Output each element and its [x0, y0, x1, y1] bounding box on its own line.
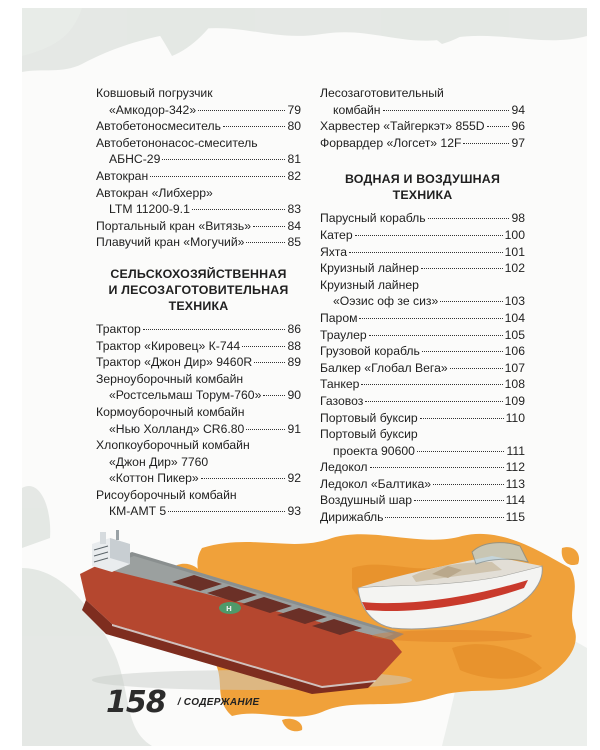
dot-leader	[414, 500, 503, 501]
dot-leader	[253, 226, 285, 227]
toc-page-number: 89	[287, 355, 301, 370]
toc-entry-title: Трактор	[96, 321, 141, 336]
dot-leader	[223, 126, 285, 127]
toc-page-number: 82	[287, 168, 301, 183]
toc-entry-title: Зерноуборочный комбайн	[96, 371, 244, 386]
toc-page-number: 114	[505, 493, 525, 508]
dot-leader	[150, 176, 285, 177]
toc-page-number: 94	[511, 102, 525, 117]
toc-right-column	[320, 85, 525, 526]
dot-leader	[162, 159, 285, 160]
toc-entry-title: Лесозаготовительный	[320, 86, 444, 100]
dot-leader	[201, 478, 286, 479]
toc-entry[interactable]	[96, 118, 301, 135]
section-heading-line: ТЕХНИКА	[392, 188, 453, 203]
toc-page-number: 85	[287, 235, 301, 250]
section-heading-line: ВОДНАЯ И ВОЗДУШНАЯ	[344, 172, 501, 187]
toc-entry[interactable]	[320, 343, 525, 360]
toc-entry[interactable]	[320, 210, 525, 227]
dot-leader	[246, 429, 285, 430]
toc-entry[interactable]	[320, 310, 525, 327]
section-label: / СОДЕРЖАНИЕ	[177, 696, 260, 708]
dot-leader	[421, 268, 503, 269]
toc-page-number: 93	[287, 504, 301, 519]
toc-entry-title: Автокран «Либхерр»	[96, 185, 213, 200]
svg-text:H: H	[226, 605, 232, 613]
toc-entry[interactable]	[96, 218, 301, 235]
toc-entry-title: «Оэзис оф зе сиз»	[333, 294, 439, 309]
toc-entry-title: «Ростсельмаш Торум-760»	[109, 388, 262, 403]
dot-leader	[385, 517, 503, 518]
section-heading-line: СЕЛЬСКОХОЗЯЙСТВЕННАЯ	[110, 266, 287, 281]
toc-entry-title: Танкер	[320, 377, 360, 392]
toc-entry-title: Автокран	[96, 168, 149, 183]
toc-entry[interactable]	[96, 437, 301, 487]
toc-entry[interactable]	[96, 234, 301, 251]
toc-entry-title: Хлопкоуборочный комбайн	[96, 438, 250, 453]
dot-leader	[365, 401, 502, 402]
toc-entry[interactable]	[96, 135, 301, 168]
toc-entry[interactable]	[320, 244, 525, 261]
toc-entry-title: АБНС-29	[109, 152, 161, 167]
toc-page-number: 103	[504, 294, 525, 309]
dot-leader	[369, 335, 503, 336]
toc-entry-title: Яхта	[320, 244, 347, 259]
toc-entry-title: LTM 11200-9.1	[109, 202, 190, 217]
toc-page-number: 79	[287, 102, 301, 117]
dot-leader	[192, 209, 286, 210]
toc-entry-title: Портальный кран «Витязь»	[96, 218, 252, 233]
toc-page-number: 98	[511, 211, 525, 226]
toc-entry[interactable]	[320, 327, 525, 344]
toc-entry[interactable]	[320, 476, 525, 493]
page-footer	[106, 682, 259, 722]
dot-leader	[422, 351, 503, 352]
toc-page-number: 92	[287, 471, 301, 486]
toc-page-number: 111	[506, 443, 525, 458]
toc-entry[interactable]	[320, 118, 525, 135]
toc-entry-title: «Амкодор-342»	[109, 102, 197, 117]
toc-entry[interactable]	[320, 459, 525, 476]
toc-entry-title: Воздушный шар	[320, 493, 413, 508]
dot-leader	[246, 242, 285, 243]
toc-entry[interactable]	[320, 260, 525, 277]
toc-page-number: 97	[511, 135, 525, 150]
dot-leader	[450, 368, 503, 369]
toc-entry[interactable]	[320, 410, 525, 427]
toc-entry[interactable]	[96, 487, 301, 520]
toc-entry-title: Портовый буксир	[320, 410, 418, 425]
toc-entry-title: Ковшовый погрузчик	[96, 86, 213, 100]
toc-entry-title: Форвардер «Логсет» 12F	[320, 135, 462, 150]
toc-page-number: 104	[504, 310, 525, 325]
toc-page-number: 86	[287, 321, 301, 336]
toc-entry[interactable]	[320, 85, 525, 118]
toc-entry[interactable]	[320, 509, 525, 526]
toc-page-number: 106	[504, 344, 525, 359]
toc-page-number: 108	[504, 377, 525, 392]
toc-entry-title: Трактор «Джон Дир» 9460R	[96, 355, 253, 370]
dot-leader	[383, 110, 510, 111]
toc-entry-title: Кормоуборочный комбайн	[96, 404, 245, 419]
dot-leader	[359, 318, 502, 319]
toc-entry[interactable]	[320, 376, 525, 393]
toc-page-number: 113	[505, 476, 525, 491]
dot-leader	[428, 218, 510, 219]
toc-entry-title: Балкер «Глобал Вега»	[320, 360, 448, 375]
toc-page-number: 81	[287, 152, 301, 167]
section-heading-agricultural	[96, 266, 301, 314]
toc-entry-title: проекта 90600	[333, 443, 415, 458]
toc-page-number: 91	[287, 421, 301, 436]
dot-leader	[254, 362, 285, 363]
dot-leader	[370, 467, 504, 468]
dot-leader	[420, 418, 504, 419]
toc-entry-title: Газовоз	[320, 393, 364, 408]
toc-entry-title: Ледокол «Балтика»	[320, 476, 432, 491]
toc-entry[interactable]	[96, 185, 301, 218]
toc-entry[interactable]	[320, 135, 525, 152]
toc-entry-title: Ледокол	[320, 460, 368, 475]
toc-page-number: 101	[504, 244, 525, 259]
toc-entry-title: «Коттон Пикер»	[109, 471, 199, 486]
toc-entry[interactable]	[96, 85, 301, 118]
dot-leader	[487, 126, 510, 127]
toc-page-number: 105	[504, 327, 525, 342]
toc-entry-title: Трактор «Кировец» К-744	[96, 338, 241, 353]
toc-entry[interactable]	[96, 168, 301, 185]
toc-entry[interactable]	[320, 426, 525, 459]
toc-entry[interactable]	[320, 227, 525, 244]
toc-page-number: 100	[504, 227, 525, 242]
toc-entry-title: «Нью Холланд» CR6.80	[109, 421, 245, 436]
toc-entry-title: Парусный корабль	[320, 211, 426, 226]
section-heading-line: ТЕХНИКА	[168, 298, 229, 313]
section-heading-line: И ЛЕСОЗАГОТОВИТЕЛЬНАЯ	[108, 282, 289, 297]
book-page	[22, 8, 587, 746]
toc-entry[interactable]	[96, 321, 301, 338]
page-number: 158	[106, 684, 166, 720]
toc-entry[interactable]	[320, 360, 525, 377]
toc-page-number: 83	[287, 202, 301, 217]
toc-page-number: 112	[505, 460, 525, 475]
toc-page-number: 84	[287, 218, 301, 233]
toc-entry-title: Грузовой корабль	[320, 344, 420, 359]
toc-page-number: 110	[505, 410, 525, 425]
toc-entry[interactable]	[96, 404, 301, 437]
toc-entry-title: КМ-АМТ 5	[109, 504, 167, 519]
dot-leader	[463, 143, 509, 144]
speedboat-illustration	[352, 536, 552, 646]
toc-entry-title: Рисоуборочный комбайн	[96, 487, 237, 502]
dot-leader	[355, 235, 503, 236]
toc-entry-title: Портовый буксир	[320, 427, 418, 442]
toc-entry-title: Круизный лайнер	[320, 261, 419, 276]
toc-page-number: 102	[504, 261, 525, 276]
dot-leader	[433, 484, 503, 485]
toc-entry[interactable]	[320, 277, 525, 310]
toc-entry[interactable]	[96, 354, 301, 371]
dot-leader	[361, 384, 502, 385]
toc-page-number: 90	[287, 388, 301, 403]
toc-entry[interactable]	[96, 371, 301, 404]
toc-entry-title: Автобетоносмеситель	[96, 119, 221, 134]
toc-page-number: 115	[505, 510, 525, 525]
toc-page-number: 88	[287, 338, 301, 353]
toc-entry-title: Плавучий кран «Могучий»	[96, 235, 245, 250]
toc-entry-title: Автобетононасос-смеситель	[96, 135, 258, 150]
toc-page-number: 80	[287, 119, 301, 134]
toc-entry[interactable]	[96, 338, 301, 355]
dot-leader	[242, 346, 285, 347]
toc-entry-title: Дирижабль	[320, 510, 384, 525]
toc-page-number: 96	[511, 119, 525, 134]
toc-entry-title: Круизный лайнер	[320, 277, 419, 292]
toc-entry-title: Катер	[320, 227, 353, 242]
toc-page-number: 109	[504, 393, 525, 408]
toc-page-number: 107	[504, 360, 525, 375]
dot-leader	[349, 252, 503, 253]
dot-leader	[168, 511, 285, 512]
toc-entry-title: Харвестер «Тайгеркэт» 855D	[320, 119, 485, 134]
toc-entry-title: «Джон Дир» 7760	[109, 454, 209, 469]
toc-entry[interactable]	[320, 492, 525, 509]
toc-left-column	[96, 85, 301, 520]
dot-leader	[417, 451, 505, 452]
toc-entry-title: Паром	[320, 310, 358, 325]
dot-leader	[198, 110, 285, 111]
toc-entry[interactable]	[320, 393, 525, 410]
toc-entry-title: комбайн	[333, 102, 381, 117]
dot-leader	[263, 395, 285, 396]
toc-entry-title: Траулер	[320, 327, 367, 342]
section-heading-water-air	[320, 171, 525, 203]
dot-leader	[143, 329, 286, 330]
dot-leader	[440, 301, 502, 302]
